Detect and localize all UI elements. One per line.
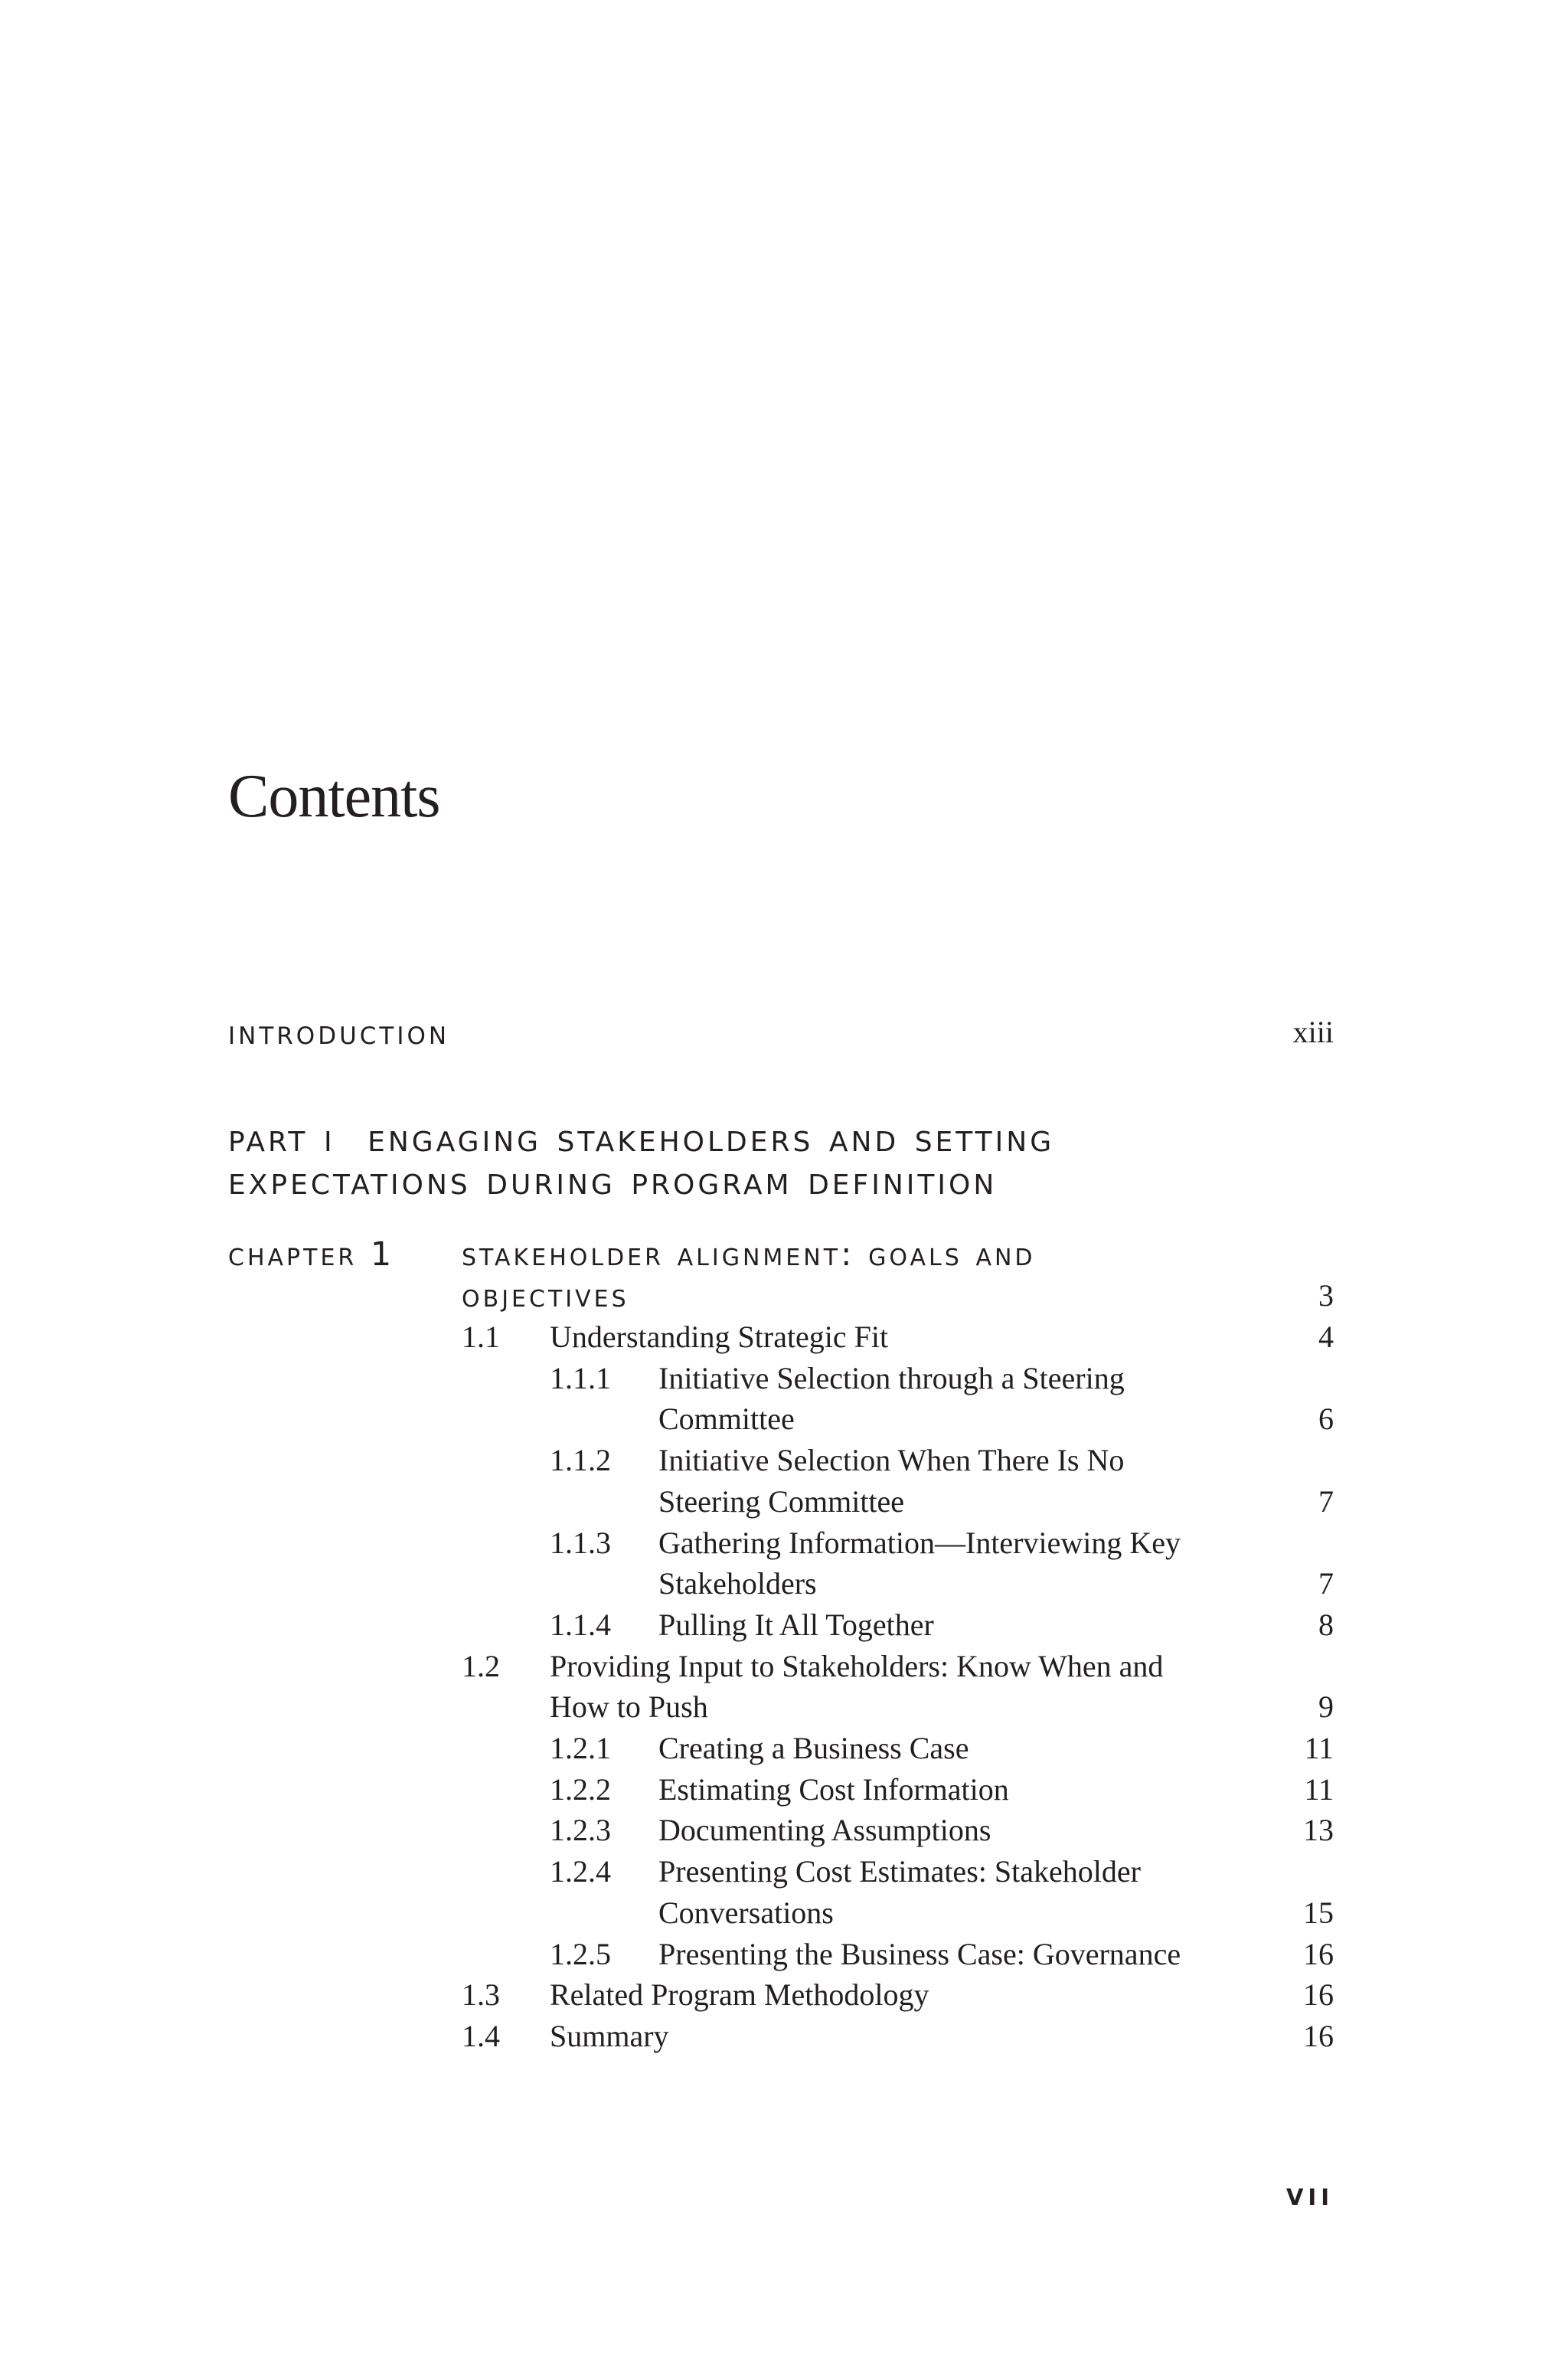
- toc-entry-number: 1.2.3: [550, 1813, 611, 1848]
- toc-entry-number: 1.3: [462, 1977, 500, 2013]
- toc-introduction-label: introduction: [228, 1013, 450, 1052]
- toc-entry-page: 16: [1303, 1977, 1334, 2013]
- toc-entry-page: 9: [1318, 1689, 1334, 1725]
- toc-entry-number: 1.2.1: [550, 1731, 611, 1765]
- chapter-title-line1: stakeholder alignment: goals and: [462, 1235, 1036, 1274]
- toc-entry-title: Presenting Cost Estimates: Stakeholder: [658, 1854, 1141, 1889]
- toc-entry-title: Initiative Selection through a Steering: [658, 1360, 1125, 1395]
- toc-entry-page: 11: [1304, 1771, 1334, 1807]
- page-folio: vii: [1285, 2175, 1334, 2213]
- part-title-line1: engaging stakeholders and setting: [368, 1115, 1055, 1161]
- toc-entry-number: 1.2.4: [550, 1854, 611, 1889]
- chapter-title: [462, 1234, 1036, 1316]
- toc-entry-title: Initiative Selection When There Is No: [658, 1443, 1125, 1478]
- part-number: part i: [228, 1115, 335, 1161]
- toc-entry-title: Conversations: [658, 1895, 834, 1930]
- toc-entry-title: How to Push: [550, 1689, 708, 1725]
- toc-entry-title: Documenting Assumptions: [658, 1813, 991, 1848]
- toc-entry-title: Summary: [550, 2018, 669, 2053]
- toc-entry-page: 13: [1303, 1813, 1334, 1848]
- toc-entry-page: 16: [1303, 1936, 1334, 1971]
- toc-entry-title: Gathering Information—Interviewing Key: [658, 1525, 1181, 1560]
- page-title: Contents: [228, 763, 440, 830]
- toc-introduction-page: xiii: [1292, 1015, 1334, 1049]
- chapter-page: 3: [1318, 1278, 1334, 1313]
- toc-entry-page: 7: [1318, 1566, 1334, 1601]
- toc-entry-number: 1.1.1: [550, 1360, 611, 1395]
- toc-entry-page: 16: [1303, 2018, 1334, 2053]
- toc-entry-page: 8: [1318, 1607, 1334, 1642]
- toc-entry-number: 1.1.2: [550, 1443, 611, 1478]
- toc-entry-page: 4: [1318, 1320, 1334, 1354]
- toc-entry-number: 1.1.4: [550, 1607, 611, 1642]
- toc-entry-number: 1.4: [462, 2018, 500, 2053]
- toc-entry-title: Stakeholders: [658, 1566, 817, 1601]
- chapter-title-line2: objectives: [462, 1277, 629, 1315]
- toc-entry-page: 11: [1304, 1731, 1334, 1765]
- toc-entry-title: Estimating Cost Information: [658, 1771, 1009, 1807]
- toc-entry-title: Pulling It All Together: [658, 1607, 934, 1642]
- toc-entry-title: Providing Input to Stakeholders: Know When and: [550, 1648, 1164, 1683]
- toc-entry-title: Committee: [658, 1402, 795, 1437]
- toc-entry-page: 7: [1318, 1483, 1334, 1519]
- toc-entry-title: Creating a Business Case: [658, 1731, 969, 1765]
- toc-entry-title: Presenting the Business Case: Governance: [658, 1936, 1181, 1971]
- toc-entry-number: 1.2: [462, 1648, 500, 1683]
- toc-entry-number: 1.2.5: [550, 1936, 611, 1971]
- part-title-line2: expectations during program definition: [228, 1158, 998, 1204]
- toc-entry-title: Related Program Methodology: [550, 1977, 929, 2013]
- toc-entry-number: 1.1: [462, 1320, 500, 1354]
- toc-entry-number: 1.1.3: [550, 1525, 611, 1560]
- chapter-label: chapter 1: [228, 1235, 395, 1274]
- toc-entry-page: 15: [1303, 1895, 1334, 1930]
- toc-part-heading: [228, 1117, 1377, 1202]
- toc-entry-page: 6: [1318, 1402, 1334, 1437]
- toc-entry-title: Understanding Strategic Fit: [550, 1320, 889, 1354]
- toc-entry-number: 1.2.2: [550, 1771, 611, 1807]
- toc-entry-title: Steering Committee: [658, 1483, 905, 1519]
